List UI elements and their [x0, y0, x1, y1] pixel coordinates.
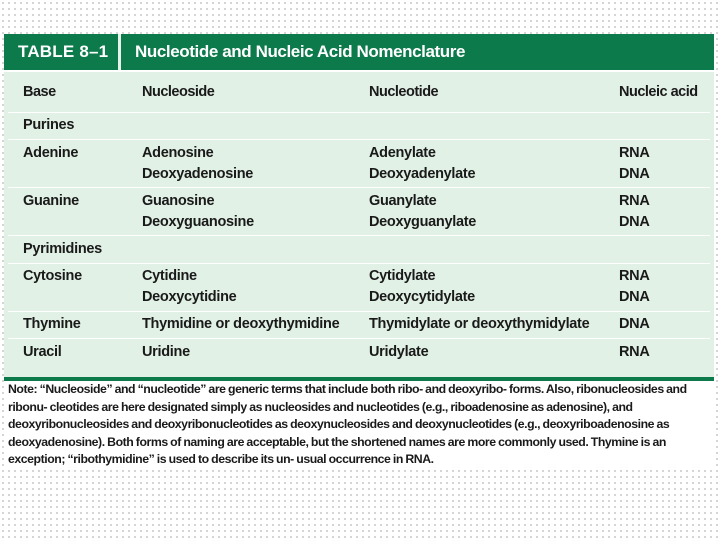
nucleoside-deoxycytidine: Deoxycytidine — [142, 289, 237, 305]
nucleotide-adenylate: Adenylate — [369, 145, 436, 161]
base-uracil: Uracil — [23, 344, 62, 360]
table-note: Note: “Nucleoside” and “nucleotide” are generic terms that include both ribo- and deoxyribo- forms. Also, ribonucleosides and ribonu- cleotides are here designated simply as nucleosides and nucleotides (e.g., riboadenosine as adenosine), and deoxyribonucleosides and deoxyribonucleotides as deoxynucleosides and deoxynucleotides (e.g., deoxyriboadenosine as deoxyadenosine). Both forms of naming are acceptable, but the shortened names are more commonly used. Thymine is an exception; “ribothymidine” is used to describe its un- usual occurrence in RNA. — [8, 382, 687, 466]
base-adenine: Adenine — [23, 145, 79, 161]
nucleoside-guanosine: Guanosine — [142, 193, 215, 209]
nucleotide-thymidylate: Thymidylate or deoxythymidylate — [369, 316, 590, 332]
nucleic-acid-dna: DNA — [619, 214, 650, 230]
nucleotide-uridylate: Uridylate — [369, 344, 429, 360]
column-header-nucleoside: Nucleoside — [142, 84, 215, 100]
nucleoside-deoxyadenosine: Deoxyadenosine — [142, 166, 254, 182]
nucleotide-deoxyadenylate: Deoxyadenylate — [369, 166, 476, 182]
row-divider — [8, 112, 710, 113]
table-number: TABLE 8–1 — [18, 42, 109, 61]
section-label-pyrimidines: Pyrimidines — [23, 241, 102, 257]
nucleoside-uridine: Uridine — [142, 344, 190, 360]
row-divider — [8, 139, 710, 140]
base-cytosine: Cytosine — [23, 268, 82, 284]
nucleoside-cytidine: Cytidine — [142, 268, 197, 284]
nucleotide-cytidylate: Cytidylate — [369, 268, 436, 284]
table-title: Nucleotide and Nucleic Acid Nomenclature — [135, 42, 466, 61]
column-header-base: Base — [23, 84, 56, 100]
nucleic-acid-rna: RNA — [619, 344, 650, 360]
section-label-purines: Purines — [23, 117, 75, 133]
nucleoside-thymidine: Thymidine or deoxythymidine — [142, 316, 340, 332]
table-slide — [4, 34, 714, 466]
column-header-nucleotide: Nucleotide — [369, 84, 439, 100]
row-divider — [8, 263, 710, 264]
row-divider — [8, 311, 710, 312]
nucleic-acid-dna: DNA — [619, 166, 650, 182]
row-divider — [8, 235, 710, 236]
base-guanine: Guanine — [23, 193, 79, 209]
nucleotide-deoxyguanylate: Deoxyguanylate — [369, 214, 477, 230]
row-divider — [8, 187, 710, 188]
nucleoside-deoxyguanosine: Deoxyguanosine — [142, 214, 254, 230]
nucleotide-deoxycytidylate: Deoxycytidylate — [369, 289, 475, 305]
nucleoside-adenosine: Adenosine — [142, 145, 214, 161]
nucleic-acid-rna: RNA — [619, 193, 650, 209]
title-bar — [4, 34, 714, 70]
nucleic-acid-rna: RNA — [619, 145, 650, 161]
nucleotide-guanylate: Guanylate — [369, 193, 437, 209]
base-thymine: Thymine — [23, 316, 81, 332]
nomenclature-table — [4, 72, 714, 377]
nucleic-acid-dna: DNA — [619, 289, 650, 305]
nucleic-acid-dna: DNA — [619, 316, 650, 332]
title-divider — [118, 34, 121, 70]
column-header-nucleic-acid: Nucleic acid — [619, 84, 698, 100]
row-divider — [8, 338, 710, 339]
nucleic-acid-rna: RNA — [619, 268, 650, 284]
